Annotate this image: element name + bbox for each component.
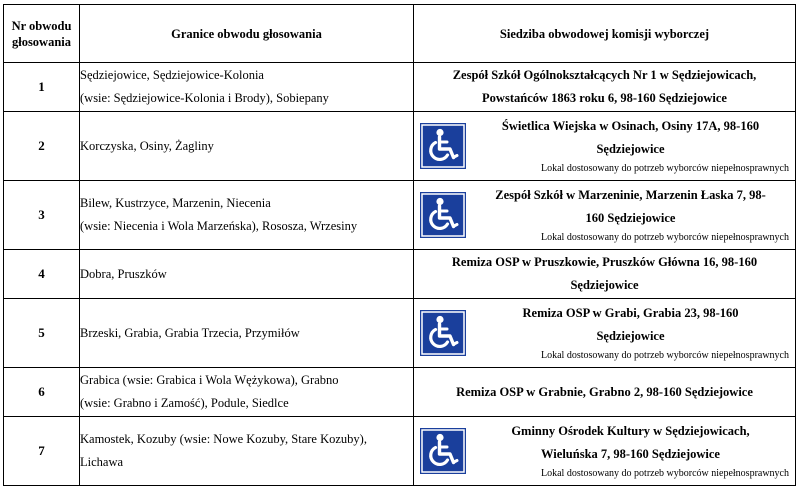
header-nr: Nr obwodu głosowania — [4, 5, 80, 63]
bounds-line: (wsie: Sędziejowice-Kolonia i Brody), Sobiepany — [80, 91, 329, 105]
accessible-note: Lokal dostosowany do potrzeb wyborców niepełnosprawnych — [541, 232, 789, 243]
wheelchair-icon — [420, 192, 466, 238]
commission-seat — [414, 250, 796, 299]
bounds-line: Korczyska, Osiny, Żagliny — [80, 138, 214, 153]
seat-line: Wieluńska 7, 98-160 Sędziejowice — [541, 447, 720, 461]
commission-seat — [414, 417, 796, 486]
commission-seat — [414, 368, 796, 417]
wheelchair-icon — [420, 123, 466, 169]
seat-line: 160 Sędziejowice — [585, 211, 676, 225]
commission-seat — [414, 181, 796, 250]
commission-seat — [414, 63, 796, 112]
table-row — [4, 417, 796, 486]
header-row — [4, 5, 796, 63]
polling-districts-table — [3, 4, 796, 486]
table-row — [4, 299, 796, 368]
table-row — [4, 368, 796, 417]
accessible-note: Lokal dostosowany do potrzeb wyborców niepełnosprawnych — [541, 468, 789, 479]
district-bounds — [80, 250, 414, 299]
district-bounds — [80, 181, 414, 250]
district-bounds — [80, 112, 414, 181]
header-bounds: Granice obwodu głosowania — [80, 5, 414, 63]
wheelchair-icon — [420, 428, 466, 474]
seat-line: Remiza OSP w Grabnie, Grabno 2, 98-160 Sędziejowice — [456, 384, 753, 399]
seat-line: Remiza OSP w Pruszkowie, Pruszków Główna 16, 98-160 — [451, 255, 758, 269]
bounds-line: (wsie: Grabno i Zamość), Podule, Siedlce — [80, 396, 289, 410]
district-number: 3 — [4, 181, 80, 250]
bounds-line: Kamostek, Kozuby (wsie: Nowe Kozuby, Stare Kozuby), — [80, 432, 367, 446]
bounds-line: Brzeski, Grabia, Grabia Trzecia, Przymiłów — [80, 325, 300, 340]
seat-line: Świetlica Wiejska w Osinach, Osiny 17A, 98-160 — [501, 119, 760, 133]
header-seat: Siedziba obwodowej komisji wyborczej — [414, 5, 796, 63]
bounds-line: Lichawa — [80, 455, 124, 469]
table-row — [4, 112, 796, 181]
table-row — [4, 250, 796, 299]
table-row — [4, 63, 796, 112]
district-bounds — [80, 299, 414, 368]
seat-line: Gminny Ośrodek Kultury w Sędziejowicach, — [511, 424, 750, 438]
district-number: 1 — [4, 63, 80, 112]
bounds-line: Bilew, Kustrzyce, Marzenin, Niecenia — [80, 196, 271, 210]
district-number: 4 — [4, 250, 80, 299]
district-number: 6 — [4, 368, 80, 417]
wheelchair-icon — [420, 310, 466, 356]
commission-seat — [414, 112, 796, 181]
seat-line: Zespół Szkół w Marzeninie, Marzenin Łaska 7, 98- — [495, 188, 766, 202]
seat-line: Powstańców 1863 roku 6, 98-160 Sędziejowice — [482, 91, 727, 105]
district-bounds — [80, 368, 414, 417]
seat-line: Sędziejowice — [570, 278, 639, 292]
district-number: 5 — [4, 299, 80, 368]
district-bounds — [80, 63, 414, 112]
bounds-line: (wsie: Niecenia i Wola Marzeńska), Rososza, Wrzesiny — [80, 219, 358, 233]
seat-line: Sędziejowice — [596, 142, 665, 156]
seat-line: Remiza OSP w Grabi, Grabia 23, 98-160 — [522, 306, 739, 320]
commission-seat — [414, 299, 796, 368]
district-number: 7 — [4, 417, 80, 486]
seat-line: Sędziejowice — [596, 329, 665, 343]
district-bounds — [80, 417, 414, 486]
bounds-line: Grabica (wsie: Grabica i Wola Wężykowa), Grabno — [80, 373, 339, 387]
district-number: 2 — [4, 112, 80, 181]
seat-line: Zespół Szkół Ogólnokształcących Nr 1 w Sędziejowicach, — [452, 68, 757, 82]
accessible-note: Lokal dostosowany do potrzeb wyborców niepełnosprawnych — [541, 350, 789, 361]
bounds-line: Sędziejowice, Sędziejowice-Kolonia — [80, 68, 264, 82]
accessible-note: Lokal dostosowany do potrzeb wyborców niepełnosprawnych — [541, 163, 789, 174]
bounds-line: Dobra, Pruszków — [80, 266, 167, 281]
table-row — [4, 181, 796, 250]
